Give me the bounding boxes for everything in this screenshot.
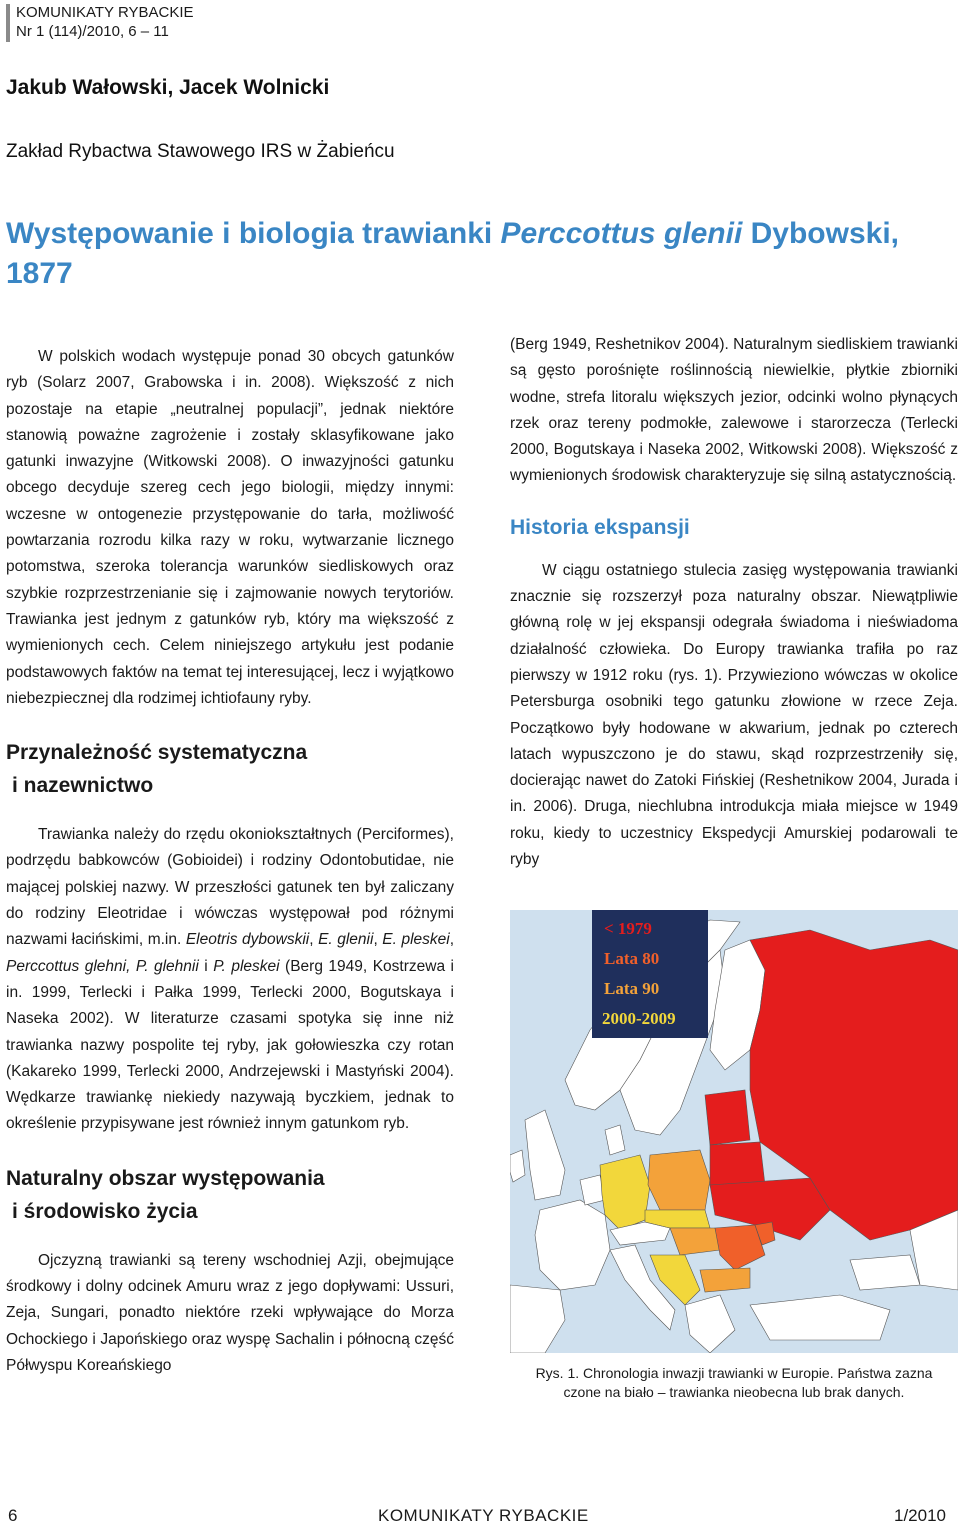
section-heading-systematics xyxy=(6,736,454,802)
country-poland xyxy=(648,1150,710,1210)
europe-invasion-map xyxy=(510,910,958,1353)
sep-3: , xyxy=(449,931,455,949)
left-column xyxy=(6,344,454,1379)
species-name-perccottus-glehni: Perccottus glehni, P. glehnii xyxy=(6,957,199,975)
species-name-e-glenii: E. glenii xyxy=(318,931,374,949)
journal-name: KOMUNIKATY RYBACKIE xyxy=(16,4,194,21)
footer-journal-name: KOMUNIKATY RYBACKIE xyxy=(378,1506,589,1525)
article-title xyxy=(6,214,946,294)
authors: Jakub Wałowski, Jacek Wolnicki xyxy=(6,76,330,99)
title-species: Perccottus glenii xyxy=(500,217,743,250)
sep-1: , xyxy=(309,931,319,949)
section-heading-habitat xyxy=(6,1162,454,1228)
species-name-e-pleskei: E. pleskei xyxy=(382,931,450,949)
section-heading-history: Historia ekspansji xyxy=(510,515,690,539)
heading-habitat-line1: Naturalny obszar występowania xyxy=(6,1166,325,1190)
country-france xyxy=(535,1200,610,1290)
heading-systematics-line1: Przynależność systematyczna xyxy=(6,741,308,765)
country-caucasus xyxy=(850,1255,920,1290)
habitat-paragraph: Ojczyzną trawianki są tereny wschodniej Azji, obejmujące środkowy i dolny odcinek Amuru wraz z jego dopływami: Ussuri, Zeja, Sungari, ponadto niektóre rzeki wpływające do Morza Ochockiego i Japońskiego oraz wyspę Sachalin i północną część Półwyspu Koreańskiego xyxy=(6,1251,454,1374)
legend-label-lata-80: Lata 80 xyxy=(604,949,660,968)
history-paragraph: W ciągu ostatniego stulecia zasięg występowania trawianki znacznie się rozszerzył poza naturalny obszar. Niewątpliwie główną rolę w jej ekspansji odegrała świadoma i nieświadoma działalność człowieka. Do Europy trawianka trafiła po raz pierwszy w 1912 roku (rys. 1). Przywieziono wówczas w okolice Petersburga osobniki tego gatunku złowione w rzece Zeja. Początkowo były hodowane w akwarium, jednak po czterech latach wypuszczono je do stawu, skąd rozprzestrzeniły się, docierając nawet do Zatoki Fińskiej (Reshetnikow 2004, Jurada i in. 2006). Druga, niechlubna introdukcja miała miejsce w 1949 roku, kiedy to uczestnicy Ekspedycji Amurskiej podarowali te ryby xyxy=(510,561,958,869)
habitat-continuation-paragraph: (Berg 1949, Reshetnikov 2004). Naturalnym siedliskiem trawianki są gęsto porośnięte roślinnością niewielkie, płytkie zbiorniki wodne, strefa litoralu większych jezior, odcinki wolno płynących rzek oraz tereny podmokłe, zalewowe i starorzecza (Terlecki 2000, Bogutskaya i Naseka 2002, Witkowski 2008). Większość z wymienionych środowisk charakteryzuje się silną astatycznością. xyxy=(510,336,958,485)
legend-label-lt-1979: < 1979 xyxy=(604,919,652,938)
affiliation: Zakład Rybactwa Stawowego IRS w Żabieńcu xyxy=(6,141,395,162)
intro-paragraph: W polskich wodach występuje ponad 30 obcych gatunków ryb (Solarz 2007, Grabowska i in. 2008). Większość z nich pozostaje na etapie „neutralnej populacji”, jednak niektóre stanowią poważne zagrożenie i zostały sklasyfikowane jako gatunki inwazyjne (Witkowski 2008). O inwazyjności gatunku obcego decyduje szereg cech jego biologii, między innymi: wczesne w ontogenezie przystępowanie do tarła, możliwość powtarzania rozrodu kilka razy w roku, wytwarzanie licznego potomstwa, szeroka tolerancja warunków siedliskowych oraz szybkie rozprzestrzenianie się i zajmowanie nowych terytoriów. Trawianka jest jednym z gatunków ryb, który ma większość z wymienionych cech. Celem niniejszego artykułu jest podanie podstawowych faktów na temat tej interesującej, lecz i wyjątkowo niebezpiecznej dla rodzimej ichtiofauny ryby. xyxy=(6,348,454,707)
sep-2: , xyxy=(373,931,383,949)
sep-4: i xyxy=(198,957,214,975)
figure-caption xyxy=(510,1364,958,1402)
legend-label-lata-90: Lata 90 xyxy=(604,979,660,998)
species-name-eleotris-dybowskii: Eleotris dybowskii xyxy=(185,931,310,949)
footer-page-number: 6 xyxy=(8,1506,18,1525)
country-belarus xyxy=(710,1142,765,1185)
systematics-paragraph xyxy=(6,822,454,1138)
systematics-text-2: (Berg 1949, Kostrzewa i in. 1999, Terlecki i Pałka 1999, Terlecki 2000, Bogutskaya i Naseka 2002). W literaturze czasami spotyka się inne niż trawianka nazwy pospolite tej ryby, jak gołowieszka czy rotan (Kakareko 1999, Terlecki 2000, Andrzejewski i Mastyński 2004). Wędkarze trawiankę niekiedy nazywają byczkiem, jednak to określenie przypisywane jest również innym gatunkom ryb. xyxy=(6,957,454,1133)
journal-issue: Nr 1 (114)/2010, 6 – 11 xyxy=(16,23,169,40)
heading-systematics-line2: i nazewnictwo xyxy=(12,774,154,798)
species-name-p-pleskei: P. pleskei xyxy=(213,957,280,975)
title-part1: Występowanie i biologia trawianki xyxy=(6,217,501,250)
journal-tag xyxy=(6,4,194,42)
systematics-text-1: Trawianka należy do rzędu okoniokształtnych (Perciformes), podrzędu babkowców (Gobioidei) i rodziny Odontobutidae, nie mającej polskiej nazwy. W przeszłości gatunek ten był zaliczany do rodziny Eleotridae i wówczas występował pod różnymi nazwami łacińskimi, m.in. xyxy=(6,826,454,949)
country-bulgaria xyxy=(700,1268,750,1292)
europe-map-svg xyxy=(510,910,958,1353)
country-baltics xyxy=(705,1090,750,1145)
legend-label-2000-2009: 2000-2009 xyxy=(602,1009,676,1028)
right-column xyxy=(510,332,958,873)
title-part2: Dybowski, 1877 xyxy=(6,217,899,290)
footer-issue: 1/2010 xyxy=(894,1506,946,1525)
heading-habitat-line2: i środowisko życia xyxy=(12,1199,198,1223)
caption-line-2: czone na biało – trawianka nieobecna lub brak danych. xyxy=(563,1384,905,1400)
caption-line-1: Rys. 1. Chronologia inwazji trawianki w Europie. Państwa zazna xyxy=(535,1365,933,1381)
